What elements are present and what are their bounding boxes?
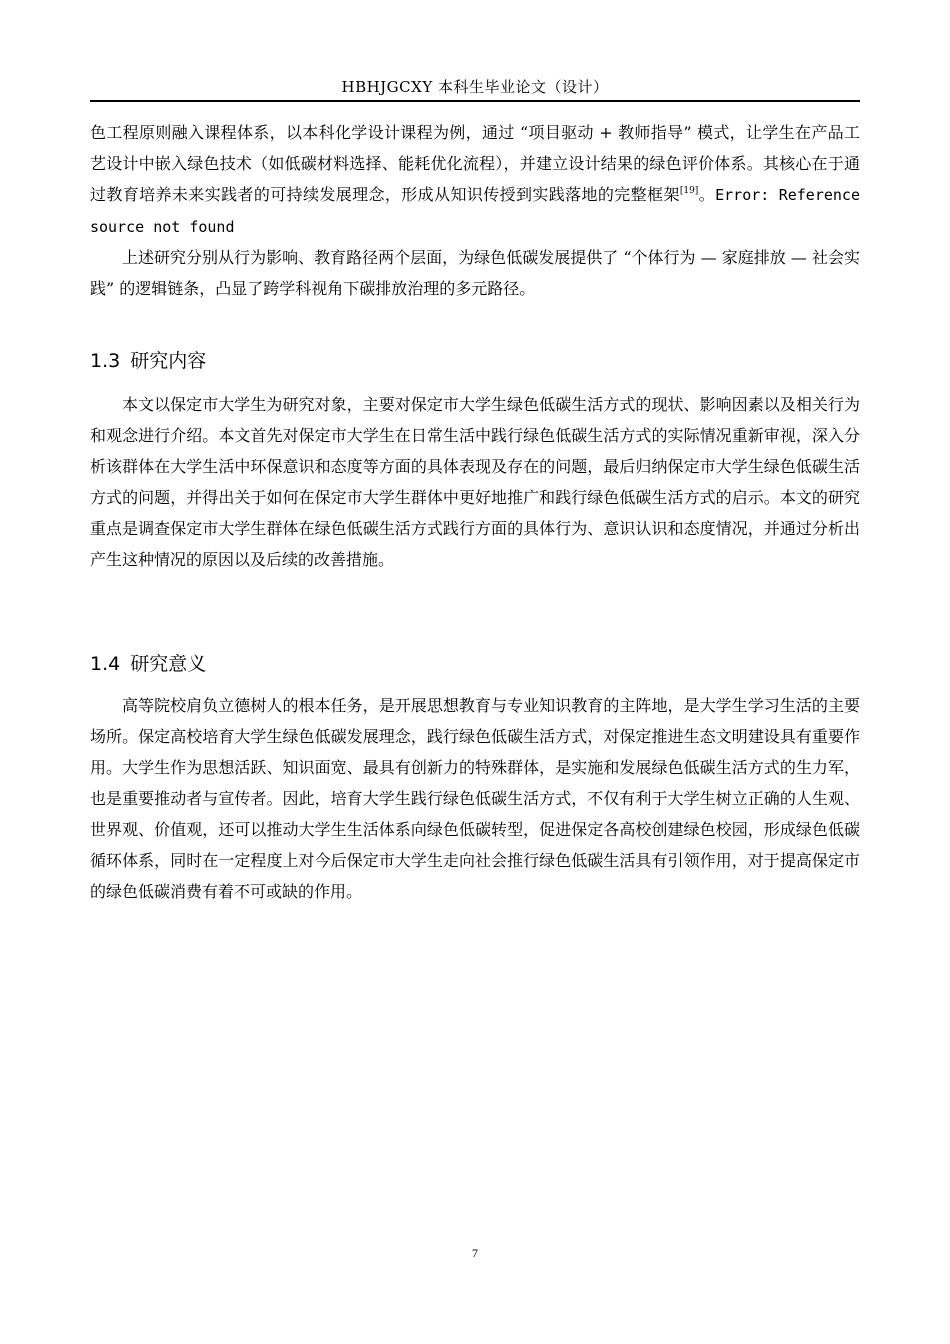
section-title: 研究意义 [130, 653, 207, 675]
citation-marker: [19] [679, 186, 699, 196]
page-number: 7 [472, 1246, 478, 1260]
reference-error-text: Error: Reference source not found [90, 186, 860, 236]
running-header: HBHJGCXY 本科生毕业论文（设计） [341, 78, 609, 96]
paragraph-continued [90, 117, 860, 243]
section-number: 1.4 [90, 653, 121, 675]
section-heading-1-4 [90, 651, 206, 677]
paragraph-research-significance: 高等院校肩负立德树人的根本任务，是开展思想教育与专业知识教育的主阵地，是大学生学习生活的主要场所。保定高校培育大学生绿色低碳发展理念，践行绿色低碳生活方式，对保定推进生态文明建设具有重要作用。大学生作为思想活跃、知识面宽、最具有创新力的特殊群体，是实施和发展绿色低碳生活方式的生力军，也是重要推动者与宣传者。因此，培育大学生践行绿色低碳生活方式，不仅有利于大学生树立正确的人生观、世界观、价值观，还可以推动大学生生活体系向绿色低碳转型，促进保定各高校创建绿色校园，形成绿色低碳循环体系，同时在一定程度上对今后保定市大学生走向社会推行绿色低碳生活具有引领作用，对于提高保定市的绿色低碳消费有着不可或缺的作用。 [90, 696, 860, 901]
section-title: 研究内容 [130, 350, 207, 372]
paragraph-text: 色工程原则融入课程体系，以本科化学设计课程为例，通过 “项目驱动 + 教师指导” 模式，让学生在产品工艺设计中嵌入绿色技术（如低碳材料选择、能耗优化流程），并建立设计结果的绿色评价体系。其核心在于通过教育培养未来实践者的可持续发展理念，形成从知识传授到实践落地的完整框架 [90, 123, 860, 204]
section-number: 1.3 [90, 350, 121, 372]
paragraph-tail: 。 [698, 185, 716, 204]
header-rule [90, 100, 860, 102]
section-heading-1-3 [90, 348, 206, 374]
paragraph-summary: 上述研究分别从行为影响、教育路径两个层面，为绿色低碳发展提供了 “个体行为 — 家庭排放 — 社会实践” 的逻辑链条，凸显了跨学科视角下碳排放治理的多元路径。 [90, 248, 860, 298]
paragraph-research-content: 本文以保定市大学生为研究对象，主要对保定市大学生绿色低碳生活方式的现状、影响因素以及相关行为和观念进行介绍。本文首先对保定市大学生在日常生活中践行绿色低碳生活方式的实际情况重新审视，深入分析该群体在大学生活中环保意识和态度等方面的具体表现及存在的问题，最后归纳保定市大学生绿色低碳生活方式的问题，并得出关于如何在保定市大学生群体中更好地推广和践行绿色低碳生活方式的启示。本文的研究重点是调查保定市大学生群体在绿色低碳生活方式践行方面的具体行为、意识认识和态度情况，并通过分析出产生这种情况的原因以及后续的改善措施。 [90, 395, 860, 569]
